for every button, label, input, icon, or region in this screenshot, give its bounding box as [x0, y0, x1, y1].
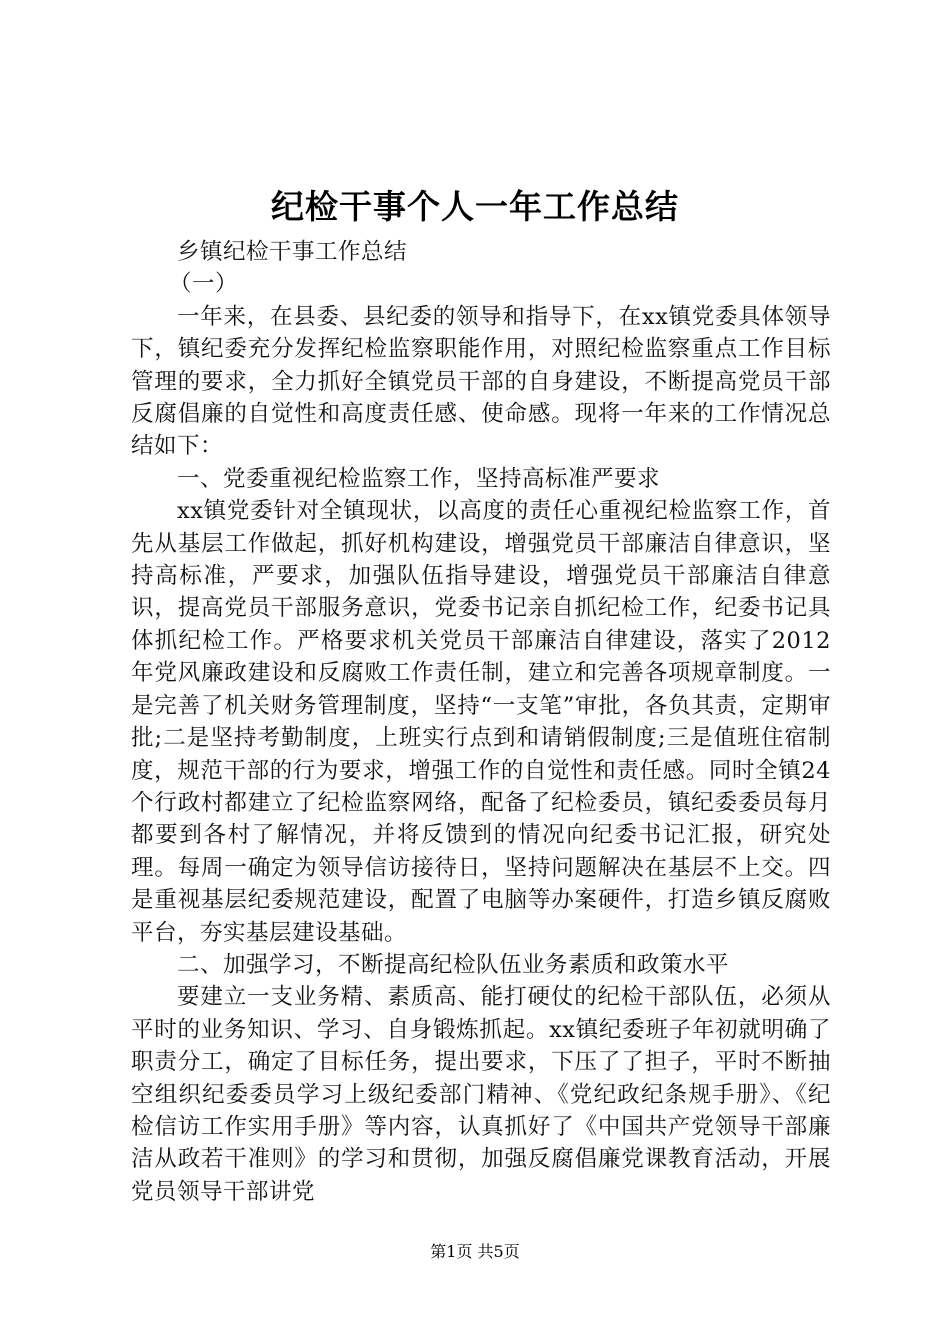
section-heading-2: 二、加强学习，不断提高纪检队伍业务素质和政策水平: [177, 951, 730, 978]
page-footer: 第1页 共5页: [430, 1242, 520, 1261]
document-subtitle: 乡镇纪检干事工作总结: [177, 239, 408, 265]
section-heading-1: 一、党委重视纪检监察工作，坚持高标准严要求: [177, 465, 661, 492]
paragraph-section-2: 要建立一支业务精、素质高、能打硬仗的纪检干部队伍，必须从平时的业务知识、学习、自身锻炼抓起。xx镇纪委班子年初就明确了职责分工，确定了目标任务，提出要求，下压了了担子，平时不断抽空组织纪委委员学习上级纪委部门精神、《党纪政纪条规手册》、《纪检信访工作实用手册》等内容，认真抓好了《中国共产党领导干部廉洁从政若干准则》的学习和贯彻，加强反腐倡廉党课教育活动，开展党员领导干部讲党: [131, 984, 831, 1205]
paragraph-section-1: xx镇党委针对全镇现状，以高度的责任心重视纪检监察工作，首先从基层工作做起，抓好机构建设，增强党员干部廉洁自律意识，坚持高标准，严要求，加强队伍指导建设，增强党员干部廉洁自律意识，提高党员干部服务意识，党委书记亲自抓纪检工作，纪委书记具体抓纪检工作。严格要求机关党员干部廉洁自律建设，落实了2012年党风廉政建设和反腐败工作责任制，建立和完善各项规章制度。一是完善了机关财务管理制度，坚持“一支笔”审批，各负其责，定期审批;二是坚持考勤制度，上班实行点到和请销假制度;三是值班住宿制度，规范干部的行为要求，增强工作的自觉性和责任感。同时全镇24个行政村都建立了纪检监察网络，配备了纪检委员，镇纪委委员每月都要到各村了解情况，并将反馈到的情况向纪委书记汇报，研究处理。每周一确定为领导信访接待日，坚持问题解决在基层不上交。四是重视基层纪委规范建设，配置了电脑等办案硬件，打造乡镇反腐败平台，夯实基层建设基础。: [131, 498, 831, 946]
document-title: 纪检干事个人一年工作总结: [271, 187, 679, 226]
document-body: [131, 236, 831, 1208]
part-marker: （一）: [169, 271, 239, 298]
paragraph-intro: 一年来，在县委、县纪委的领导和指导下，在xx镇党委具体领导下，镇纪委充分发挥纪检监察职能作用，对照纪检监察重点工作目标管理的要求，全力抓好全镇党员干部的自身建设，不断提高党员干部反腐倡廉的自觉性和高度责任感、使命感。现将一年来的工作情况总结如下：: [131, 303, 831, 460]
